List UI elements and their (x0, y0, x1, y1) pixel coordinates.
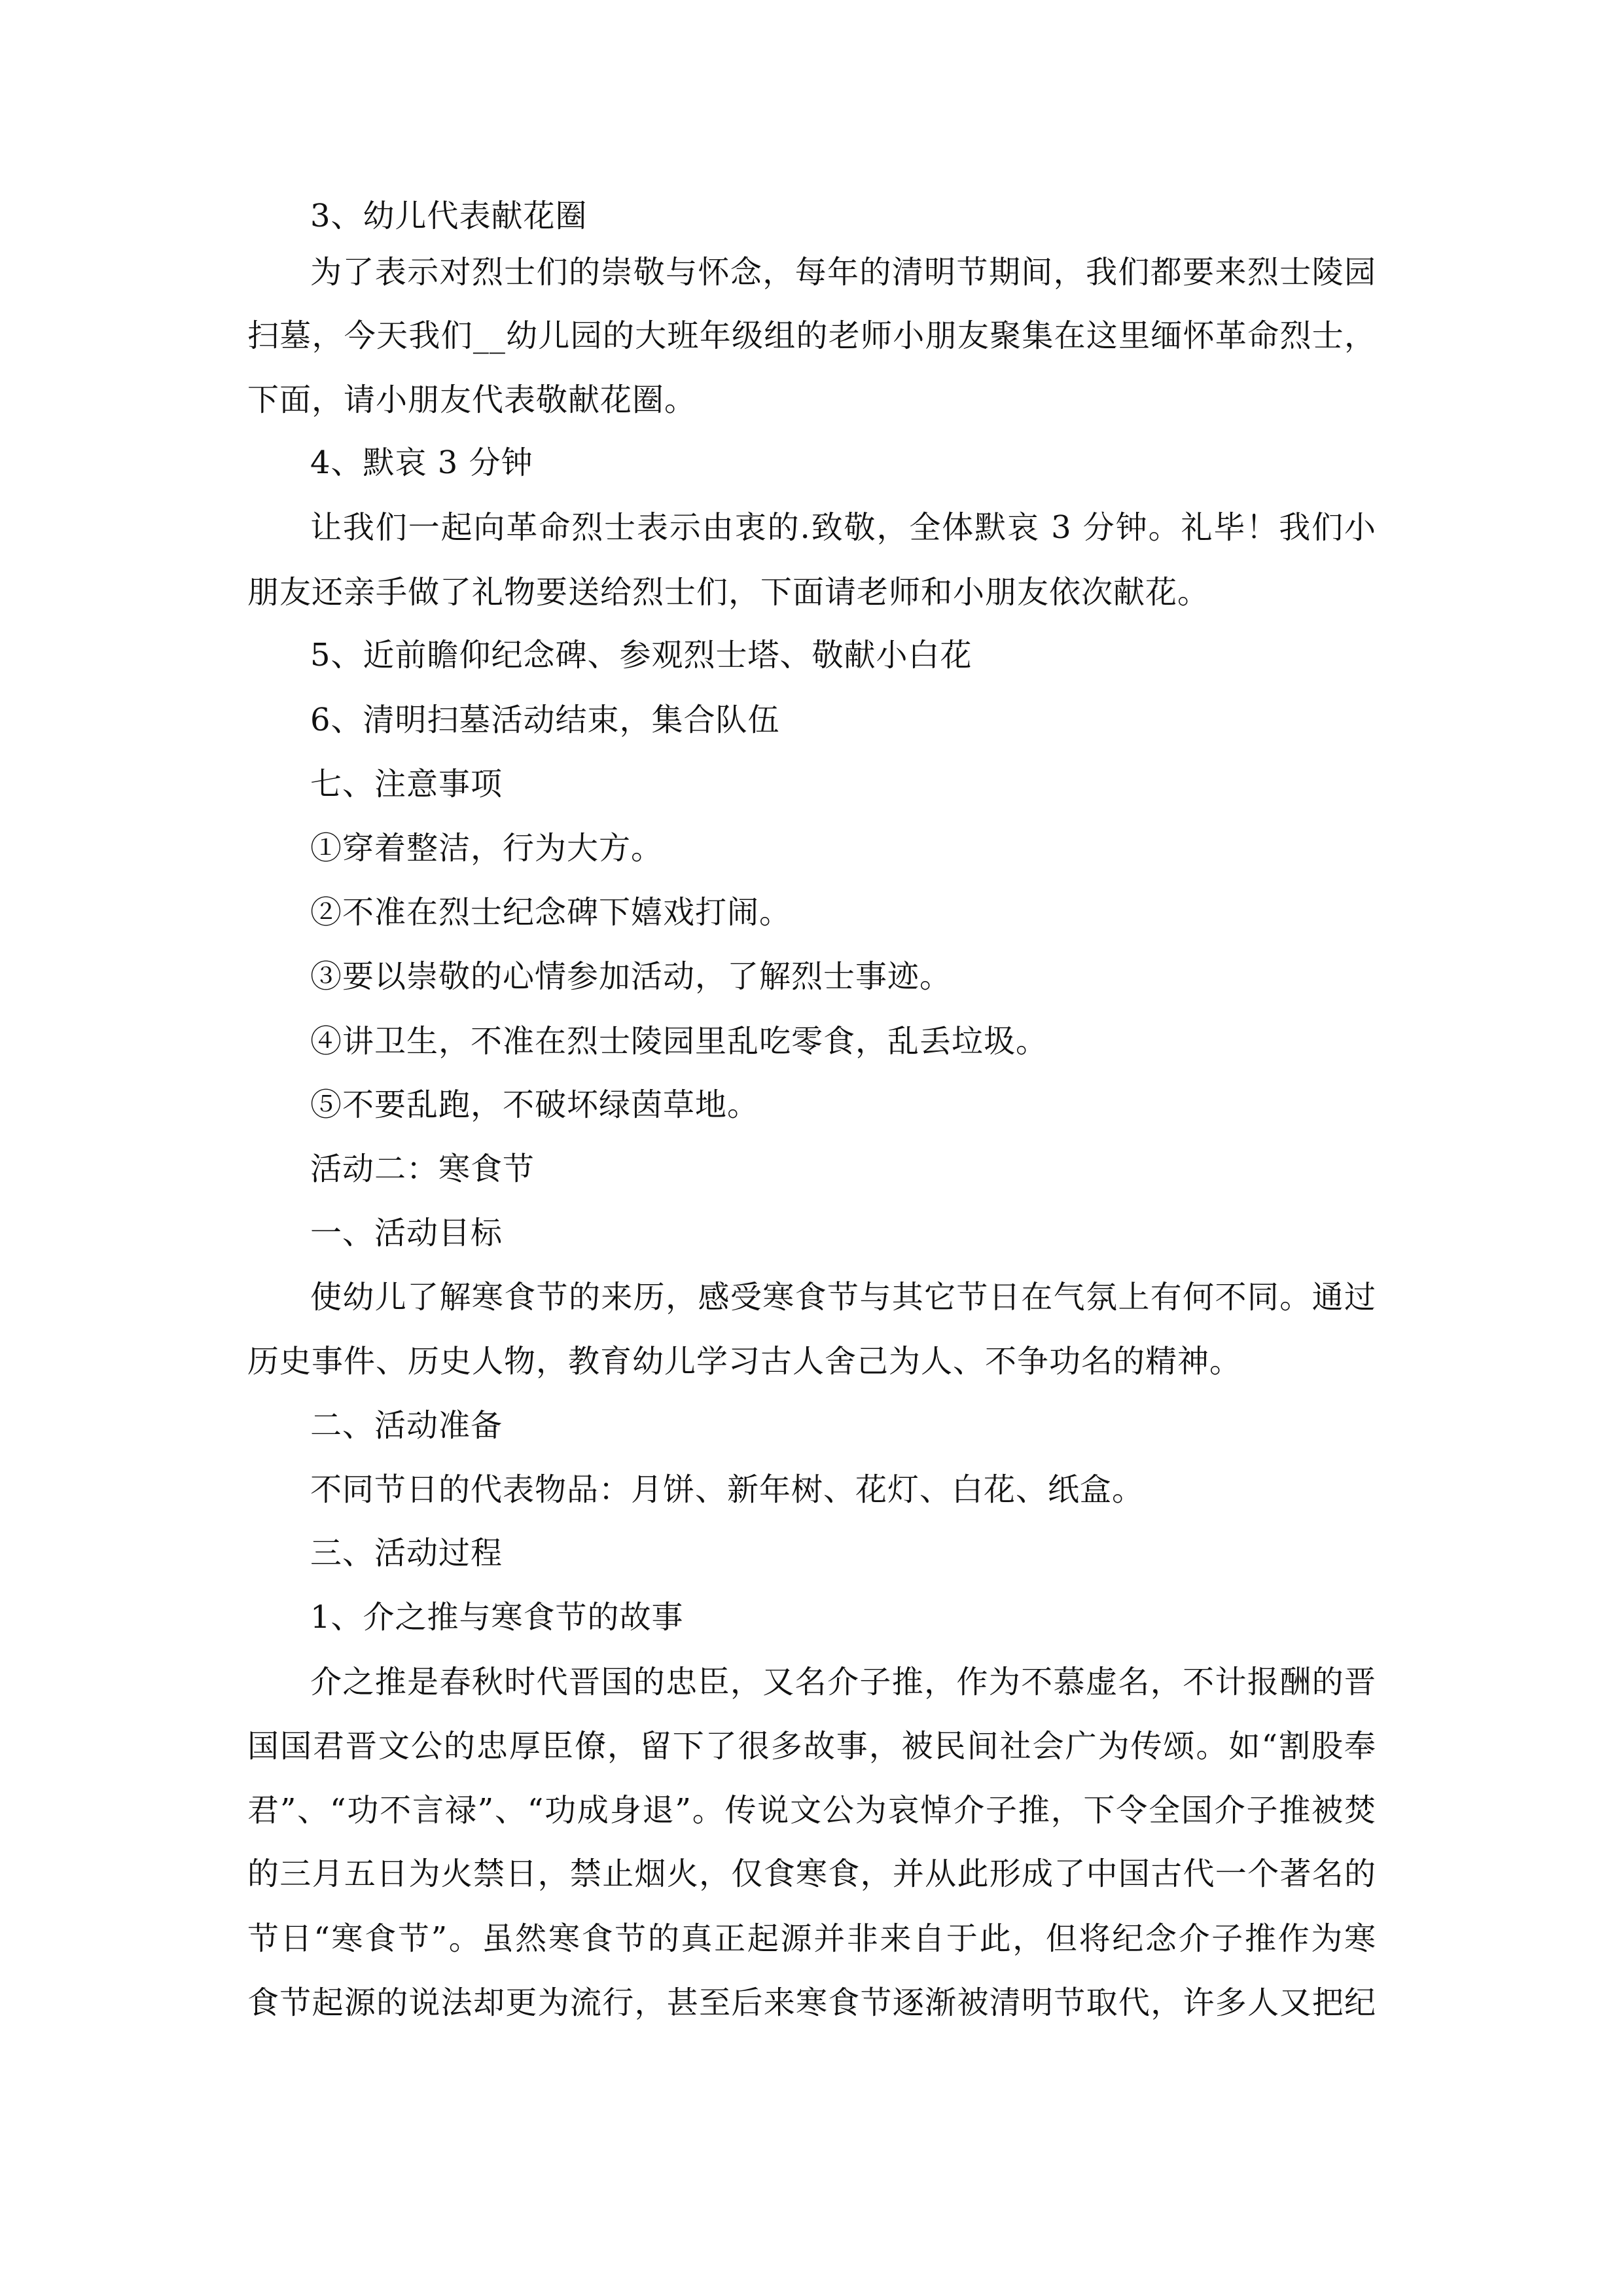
paragraph-line: 二、活动准备 (310, 1407, 503, 1444)
paragraph-line: 让我们一起向革命烈士表示由衷的.致敬，全体默哀 3 分钟。礼毕！我们小 (310, 509, 1376, 546)
paragraph-line: ①穿着整洁，行为大方。 (310, 830, 664, 867)
paragraph-line: 君”、“功不言禄”、“功成身退”。传说文公为哀悼介子推，下令全国介子推被焚 (247, 1792, 1376, 1829)
paragraph-line: ②不准在烈士纪念碑下嬉戏打闹。 (310, 894, 792, 931)
paragraph-line: 下面，请小朋友代表敬献花圈。 (247, 382, 697, 418)
paragraph-line: 4、默哀 3 分钟 (310, 444, 533, 481)
paragraph-line: 不同节日的代表物品：月饼、新年树、花灯、白花、纸盒。 (310, 1471, 1145, 1508)
paragraph-line: 食节起源的说法却更为流行，甚至后来寒食节逐渐被清明节取代，许多人又把纪 (247, 1984, 1376, 2021)
paragraph-line: 节日“寒食节”。虽然寒食节的真正起源并非来自于此，但将纪念介子推作为寒 (247, 1920, 1376, 1957)
paragraph-line: ⑤不要乱跑，不破坏绿茵草地。 (310, 1086, 760, 1123)
paragraph-line: 的三月五日为火禁日，禁止烟火，仅食寒食，并从此形成了中国古代一个著名的 (247, 1856, 1376, 1892)
paragraph-line: 朋友还亲手做了礼物要送给烈士们，下面请老师和小朋友依次献花。 (247, 574, 1210, 611)
paragraph-line: 5、近前瞻仰纪念碑、参观烈士塔、敬献小白花 (310, 637, 972, 673)
paragraph-line: 国国君晋文公的忠厚臣僚，留下了很多故事，被民间社会广为传颂。如“割股奉 (247, 1728, 1376, 1765)
paragraph-line: 为了表示对烈士们的崇敬与怀念，每年的清明节期间，我们都要来烈士陵园 (310, 254, 1376, 291)
paragraph-line: 活动二：寒食节 (310, 1151, 535, 1187)
paragraph-line: 一、活动目标 (310, 1215, 503, 1251)
paragraph-line: 1、介之推与寒食节的故事 (310, 1599, 684, 1636)
paragraph-line: 三、活动过程 (310, 1535, 503, 1571)
paragraph-line: 使幼儿了解寒食节的来历，感受寒食节与其它节日在气氛上有何不同。通过 (310, 1279, 1376, 1316)
paragraph-line: ③要以崇敬的心情参加活动，了解烈士事迹。 (310, 958, 952, 995)
paragraph-line: ④讲卫生，不准在烈士陵园里乱吃零食，乱丢垃圾。 (310, 1023, 1048, 1060)
paragraph-line: 3、幼儿代表献花圈 (310, 198, 588, 234)
paragraph-line: 6、清明扫墓活动结束，集合队伍 (310, 702, 780, 738)
paragraph-line: 介之推是春秋时代晋国的忠臣，又名介子推，作为不慕虚名，不计报酬的晋 (310, 1664, 1376, 1700)
paragraph-line: 扫墓，今天我们__幼儿园的大班年级组的老师小朋友聚集在这里缅怀革命烈士， (247, 317, 1376, 354)
paragraph-line: 七、注意事项 (310, 766, 503, 802)
paragraph-line: 历史事件、历史人物，教育幼儿学习古人舍己为人、不争功名的精神。 (247, 1343, 1242, 1380)
